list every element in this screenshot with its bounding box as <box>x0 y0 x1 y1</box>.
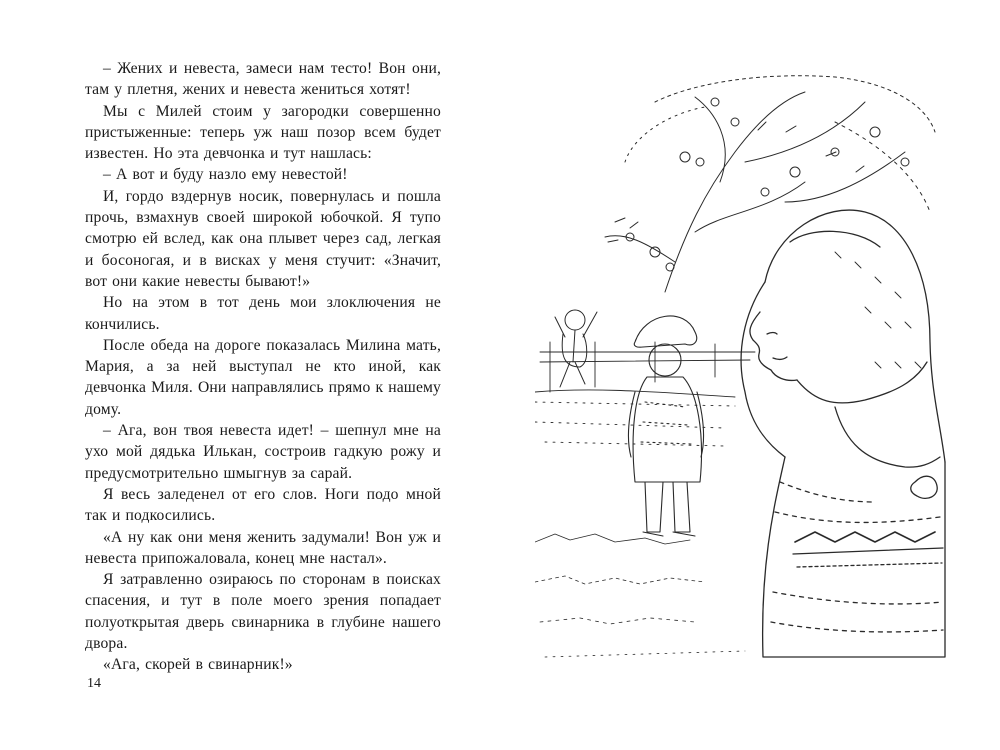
waving-boy-figure <box>555 310 597 387</box>
page-number: 14 <box>87 676 101 691</box>
boy-in-hat-figure <box>628 316 703 536</box>
fence <box>535 342 755 446</box>
paragraph-3: – А вот и буду назло ему невестой! <box>103 166 348 184</box>
paragraph-8: Я весь заледенел от его слов. Ноги подо мной так и подкосились. <box>85 485 441 525</box>
paragraph-7: – Ага, вон твоя невеста идет! – шепнул мне на ухо мой дядька Илькан, состроив гадкую рожу и предусмотрительно шмыгнув за сарай. <box>85 422 441 482</box>
paragraph-5: Но на этом в тот день мои злоключения не кончились. <box>85 294 441 333</box>
text-column <box>85 58 441 676</box>
paragraph-2: Мы с Милей стоим у загородки совершенно пристыженные: теперь уж наш позор всем будет известен. Но эта девчонка и тут нашлась: <box>85 102 441 163</box>
illustration <box>535 62 955 662</box>
paragraph-1: – Жених и невеста, замеси нам тесто! Вон они, там у плетня, жених и невеста жениться хотят! <box>85 60 441 99</box>
paragraph-6: После обеда на дороге показалась Милина мать, Мария, а за ней выступал не кто иной, как девчонка Миля. Они направлялись прямо к нашему дому. <box>85 336 441 418</box>
pencil-sketch-illustration <box>535 62 955 662</box>
apple-tree <box>605 76 935 292</box>
grass <box>535 534 745 657</box>
paragraph-4: И, гордо вздернув носик, повернулась и пошла прочь, взмахнув своей широкой юбочкой. Я тупо смотрю ей вслед, как она плывет через сад, легкая и босоногая, и в висках у меня стучит: «Значит, вот они какие невесты бывают!» <box>85 187 441 290</box>
paragraph-9: «А ну как они меня женить задумали! Вон уж и невеста припожаловала, конец мне настал». <box>85 528 441 567</box>
paragraph-10: Я затравленно озираюсь по сторонам в поисках спасения, и тут в поле моего зрения попадает полуоткрытая дверь свинарника в глубине нашего двора. <box>85 571 441 653</box>
girl-in-headscarf-figure <box>741 210 945 657</box>
paragraph-11: «Ага, скорей в свинарник!» <box>103 656 293 674</box>
